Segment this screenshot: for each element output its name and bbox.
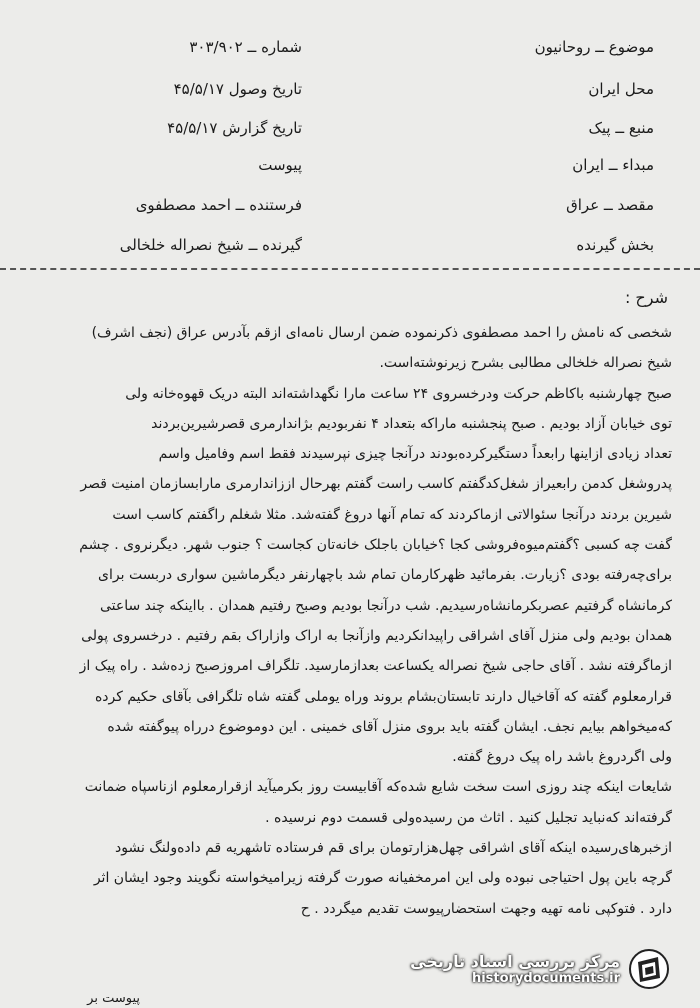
- divider: [0, 268, 700, 270]
- watermark-title: مرکز بررسی اسناد تاریخی: [410, 952, 620, 971]
- subject-field: موضوع ــ روحانیون: [534, 38, 654, 56]
- body-line: پدروشغل کدمن رابعیراز شغل‌کدگفتم کاسب راست گفتم بهرحال اززاندارمری مارابسازمان امنیت قصر: [80, 476, 672, 493]
- sender-field: فرستنده ــ احمد مصطفوی: [135, 196, 302, 214]
- watermark-text: [410, 952, 620, 986]
- report-date-field: تاریخ گزارش ۴۵/۵/۱۷: [167, 119, 302, 137]
- body-line: قرارمعلوم گفته که آقاخیال دارند تابستان‌بشام بروند وراه یوملی گفته شاه تلگرافی بآقای حکیم کرده: [94, 688, 672, 705]
- body-line: گرفته‌اند که‌نباید تجلیل کنید . اثاث من رسیده‌ولی قسمت دوم نرسیده .: [265, 809, 672, 826]
- watermark: [410, 948, 670, 990]
- arrival-date-field: تاریخ وصول ۴۵/۵/۱۷: [173, 80, 302, 98]
- body-line: که‌میخواهم بیایم نجف. ایشان گفته باید بروی منزل آقای خمینی . این دوموضوع درراه پیوگفته شده: [107, 718, 672, 735]
- body-line: برای‌چه‌رفته بودی ؟زیارت. بفرمائید ظهرکارمان تمام شد باچهارنفر دیگرماشین سواری دربست برای: [98, 567, 672, 584]
- body-line: شخصی که نامش را احمد مصطفوی ذکرنموده ضمن ارسال نامه‌ای ازقم بآدرس عراق (نجف اشرف): [91, 325, 672, 341]
- tail-text: پیوست بر: [87, 991, 140, 1006]
- body-line: شایعات اینکه چند روزی است سخت شایع شده‌که آقابیست روز بکرمیآید ازقرارمعلوم ازناسپاه ضمانت: [84, 779, 672, 796]
- destination-field: مقصد ــ عراق: [566, 196, 654, 214]
- body-line: شیرین بردند درآنجا سئوالاتی ازماکردند که تمام آنها دروغ گفته‌شد. مثلا شغلم راگفتم کاسب است: [112, 506, 672, 523]
- body-line: دارد . فتوکپی نامه تهیه وجهت استحضارپیوست تقدیم میگردد . ح: [300, 900, 672, 917]
- body-line: ازماگرفته نشد . آقای حاجی شیخ نصراله یکساعت بعدازمارسید. تلگراف امروزصبح زده‌شد . راه پیک از: [79, 658, 672, 675]
- body-line: گفت چه کسبی ؟گفتم‌میوه‌فروشی کجا ؟خیابان باجلک خانه‌تان کجاست ؟ جنوب شهر. دیگرنروی . چشم: [79, 537, 672, 554]
- source-field: منبع ــ پیک: [588, 119, 654, 137]
- body-line: ازخبرهای‌رسیده اینکه آقای اشراقی چهل‌هزارتومان برای قم فرستاده تاشهریه قم داده‌ولنگ نشود: [115, 840, 672, 857]
- location-field: محل ایران: [588, 80, 654, 98]
- archive-logo-icon: [628, 948, 670, 990]
- description-heading: شرح :: [624, 288, 668, 307]
- body-line: ولی اگردروغ باشد راه پیک دروغ گفته.: [452, 749, 672, 766]
- body-line: گرچه باین پول احتیاجی نبوده ولی این امرمخفیانه صورت گرفته زیرامیخواسته نگویند وجود ایشان اثر: [93, 870, 672, 887]
- body-line: توی خیابان آزاد بودیم . صبح پنجشنبه ماراکه بتعداد ۴ نفربودیم بژاندارمری قصرشیرین‌بردند: [151, 415, 672, 432]
- body-line: کرمانشاه گرفتیم عصربکرمانشاه‌رسیدیم. شب درآنجا بودیم وصبح رفتیم همدان . بااینکه چند ساعتی: [99, 597, 672, 614]
- body-line: همدان بودیم ولی منزل آقای اشراقی راپیدانکردیم وازآنجا به اراک وازاراک بقم رفتیم . درخسروی پولی: [81, 627, 672, 644]
- attachment-field: پیوست: [258, 156, 302, 174]
- report-body: [24, 318, 672, 924]
- body-line: صبح چهارشنبه باکاظم حرکت ودرخسروی ۲۴ ساعت مارا نگهداشته‌اند البته دریک قهوه‌خانه ولی: [125, 385, 672, 402]
- origin-field: مبداء ــ ایران: [572, 156, 654, 174]
- receiving-section-field: بخش گیرنده: [576, 236, 654, 254]
- watermark-url: historydocuments.ir: [471, 971, 620, 986]
- number-field: شماره ــ ۳۰۳/۹۰۲: [189, 38, 302, 56]
- receiver-field: گیرنده ــ شیخ نصراله خلخالی: [119, 236, 302, 254]
- body-line: شیخ نصراله خلخالی مطالبی بشرح زیرنوشته‌است.: [379, 355, 672, 372]
- body-line: تعداد زیادی ازاینها رابعداً دستگیرکرده‌بودند درآنجا چیزی نپرسیدند فقط اسم وفامیل واسم: [158, 446, 672, 463]
